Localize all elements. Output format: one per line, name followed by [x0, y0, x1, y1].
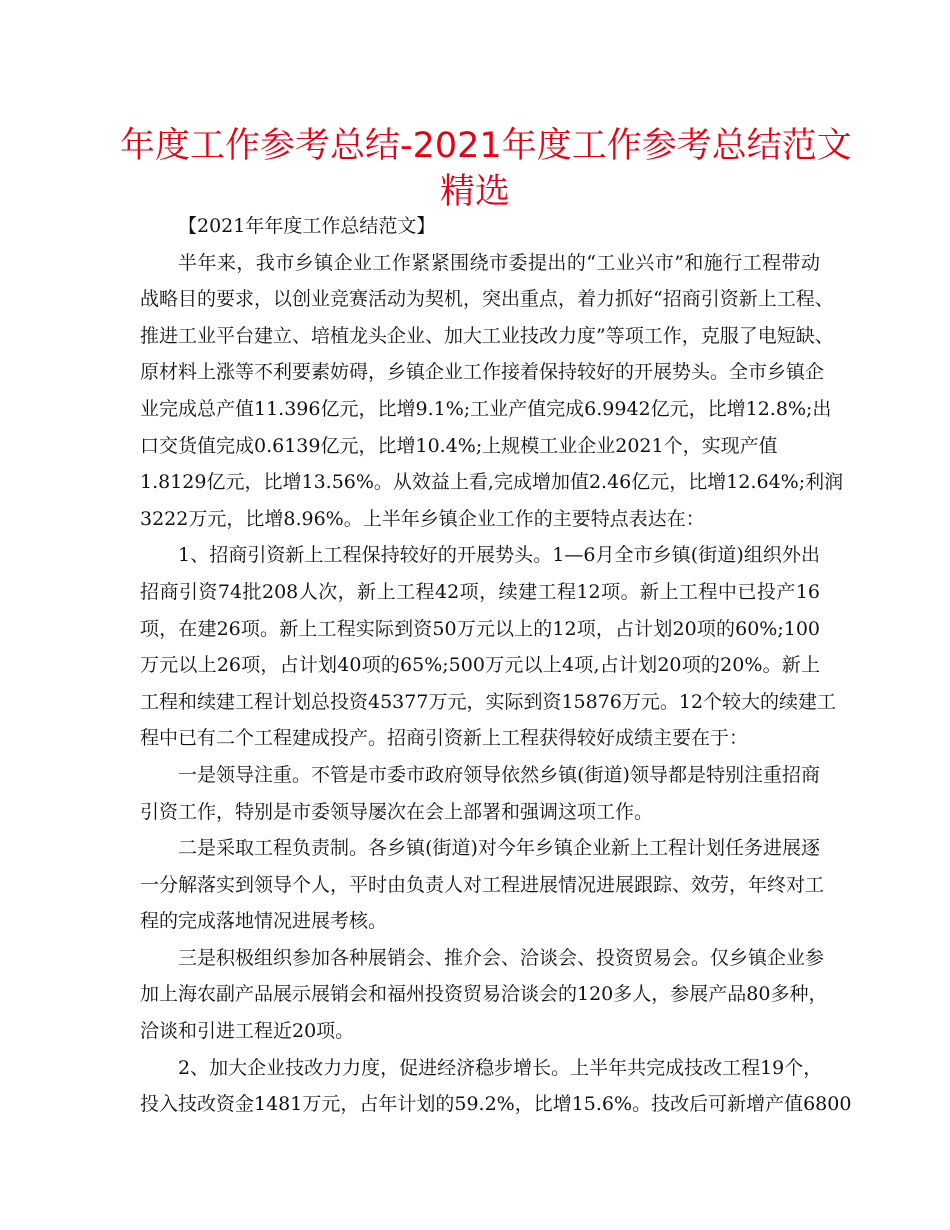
text-line: 业完成总产值11.396亿元，比增9.1%;工业产值完成6.9942亿元，比增12.8%;出	[140, 397, 832, 420]
text-line: 3222万元，比增8.96%。上半年乡镇企业工作的主要特点表达在：	[140, 507, 705, 530]
text-line: 1.8129亿元，比增13.56%。从效益上看,完成增加值2.46亿元，比增12.64%;利润	[140, 471, 844, 494]
text-line: 一分解落实到领导个人，平时由负责人对工程进展情况进展跟踪、效劳，年终对工	[140, 873, 825, 896]
text-line: 1、招商引资新上工程保持较好的开展势头。1—6月全市乡镇(街道)组织外出	[178, 544, 820, 567]
text-line: 程的完成落地情况进展考核。	[140, 910, 388, 933]
text-line: 万元以上26项，占计划40项的65%;500万元以上4项,占计划20项的20%。新上	[140, 654, 820, 677]
text-line: 加上海农副产品展示展销会和福州投资贸易洽谈会的120多人，参展产品80多种，	[140, 983, 828, 1006]
text-line: 半年来，我市乡镇企业工作紧紧围绕市委提出的“工业兴市”和施行工程带动	[178, 251, 820, 274]
text-line: 投入技改资金1481万元，占年计划的59.2%，比增15.6%。技改后可新增产值6800	[140, 1093, 852, 1116]
text-line: 二是采取工程负责制。各乡镇(街道)对今年乡镇企业新上工程计划任务进展逐	[178, 837, 820, 860]
text-line: 三是积极组织参加各种展销会、推介会、洽谈会、投资贸易会。仅乡镇企业参	[178, 946, 825, 969]
document-title-line-2: 精选	[439, 172, 510, 212]
text-line: 一是领导注重。不管是市委市政府领导依然乡镇(街道)领导都是特别注重招商	[178, 763, 820, 786]
text-line: 推进工业平台建立、培植龙头企业、加大工业技改力度”等项工作，克服了电短缺、	[140, 324, 834, 347]
text-line: 招商引资74批208人次，新上工程42项，续建工程12项。新上工程中已投产16	[140, 580, 820, 603]
text-line: 洽谈和引进工程近20项。	[140, 1020, 355, 1043]
text-line: 2、加大企业技改力力度，促进经济稳步增长。上半年共完成技改工程19个，	[178, 1056, 823, 1079]
text-line: 战略目的要求，以创业竞赛活动为契机，突出重点，着力抓好“招商引资新上工程、	[140, 288, 834, 311]
document-title-line-1: 年度工作参考总结-2021年度工作参考总结范文	[120, 126, 852, 166]
text-line: 程中已有二个工程建成投产。招商引资新上工程获得较好成绩主要在于：	[140, 727, 749, 750]
text-line: 项，在建26项。新上工程实际到资50万元以上的12项，占计划20项的60%;100	[140, 617, 820, 640]
document-body	[140, 208, 852, 1123]
text-line: 工程和续建工程计划总投资45377万元，实际到资15876万元。12个较大的续建工	[140, 690, 837, 713]
text-line: 原材料上涨等不利要素妨碍，乡镇企业工作接着保持较好的开展势头。全市乡镇企	[140, 361, 825, 384]
text-line: 口交货值完成0.6139亿元，比增10.4%;上规模工业企业2021个，实现产值	[140, 434, 778, 457]
text-line: 【2021年年度工作总结范文】	[178, 215, 436, 237]
text-line: 引资工作，特别是市委领导屡次在会上部署和强调这项工作。	[140, 800, 654, 823]
